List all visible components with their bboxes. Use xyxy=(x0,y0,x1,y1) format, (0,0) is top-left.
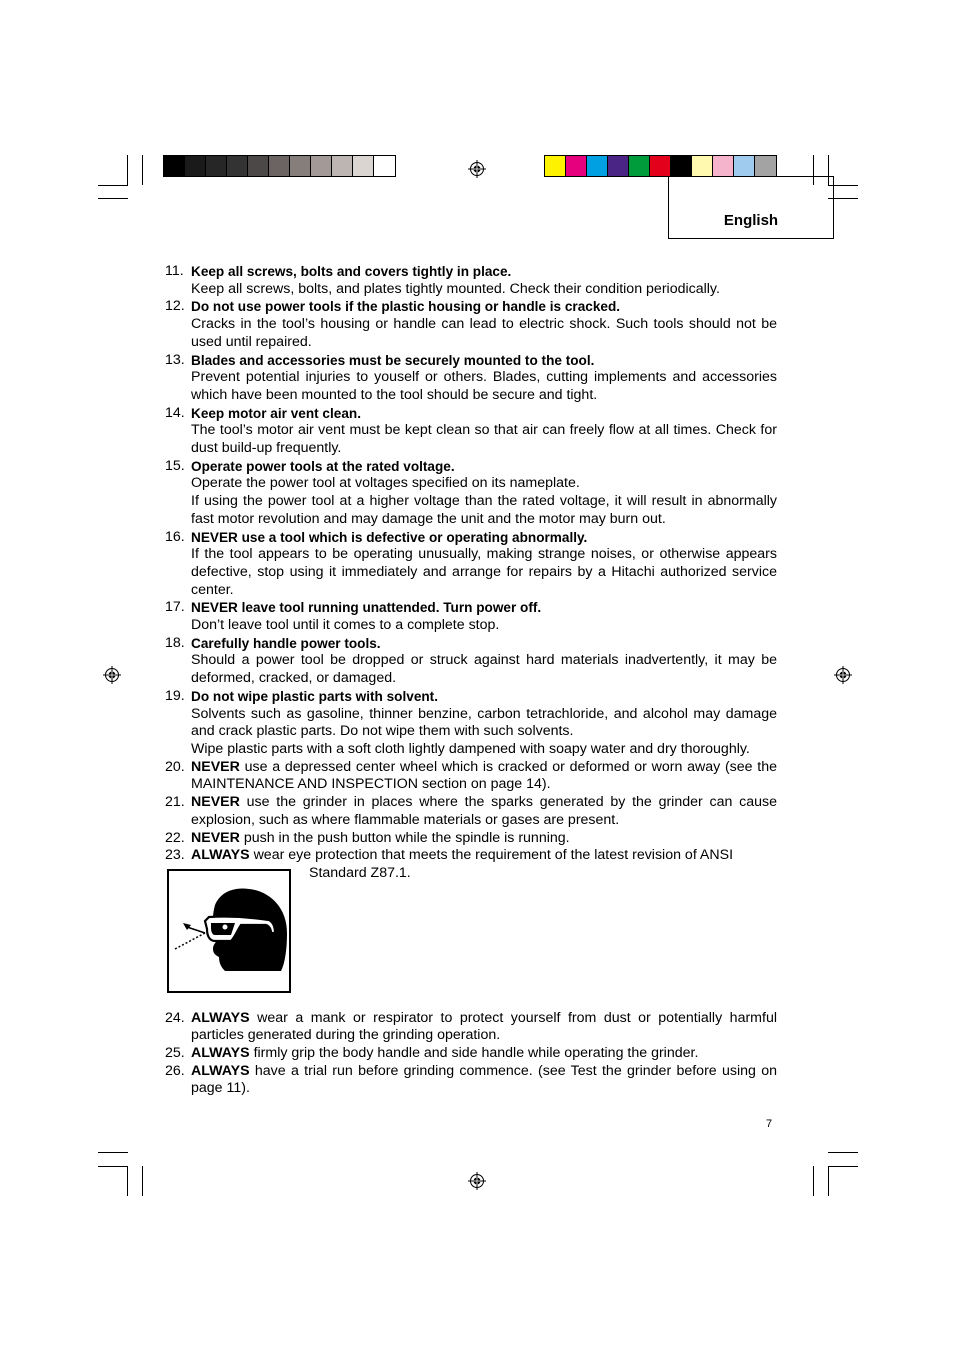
color-swatch xyxy=(311,156,332,176)
page-number: 7 xyxy=(766,1118,773,1130)
item-sentence: wear eye protection that meets the requirement of the latest revision of ANSI xyxy=(253,847,734,864)
color-swatch xyxy=(671,156,692,176)
item-heading: Operate power tools at the rated voltage. xyxy=(191,458,455,474)
item-text xyxy=(191,1010,777,1045)
color-swatch xyxy=(545,156,566,176)
gray-color-bar xyxy=(163,155,396,177)
item-number: 17. xyxy=(165,599,185,616)
instruction-list xyxy=(165,1010,777,1099)
item-paragraph: If the tool appears to be operating unusually, making strange noises, or otherwise appears defective, stop using it immediately and arrange for repairs by a Hitachi authorized service center. xyxy=(191,546,777,598)
emphasis-word: ALWAYS xyxy=(191,1045,250,1062)
item-number: 23. xyxy=(165,847,185,864)
item-text xyxy=(191,794,777,829)
item-text xyxy=(191,1063,777,1098)
list-item xyxy=(165,298,777,351)
list-item xyxy=(165,529,777,600)
list-item xyxy=(165,830,777,848)
item-number: 16. xyxy=(165,528,185,545)
color-swatch xyxy=(332,156,353,176)
item-sentence: have a trial run before grinding commence. (see Test the grinder before using on page 11). xyxy=(191,1062,777,1097)
item-heading: NEVER leave tool running unattended. Turn power off. xyxy=(191,600,542,616)
item-number: 21. xyxy=(165,794,185,811)
list-item xyxy=(165,759,777,794)
list-item xyxy=(165,352,777,405)
color-swatch xyxy=(353,156,374,176)
item-number: 19. xyxy=(165,687,185,704)
item-sentence: wear a mank or respirator to protect yourself from dust or potentially harmful particles generated during the grinding operation. xyxy=(191,1009,777,1044)
crop-mark xyxy=(98,185,128,186)
crop-mark xyxy=(127,155,128,185)
crop-mark xyxy=(813,1166,814,1196)
color-swatch xyxy=(650,156,671,176)
list-item xyxy=(165,688,777,759)
color-swatch xyxy=(374,156,395,176)
instruction-list xyxy=(165,263,777,847)
list-item xyxy=(165,405,777,458)
registration-mark-icon xyxy=(103,666,121,684)
color-swatch xyxy=(206,156,227,176)
item-paragraph: Don’t leave tool until it comes to a complete stop. xyxy=(191,617,500,634)
registration-mark-icon xyxy=(468,160,486,178)
item-number: 12. xyxy=(165,298,185,315)
crop-mark xyxy=(98,1152,128,1153)
language-label: English xyxy=(723,212,779,229)
language-tab xyxy=(668,176,834,239)
crop-mark xyxy=(98,198,128,199)
item-paragraph: Should a power tool be dropped or struck against hard materials inadvertently, it may be deformed, cracked, or damaged. xyxy=(191,652,777,687)
item-paragraph: Prevent potential injuries to youself or others. Blades, cutting implements and accessories which have been mounted to the tool should be secure and tight. xyxy=(191,369,777,403)
list-item xyxy=(165,1010,777,1045)
item-paragraph: Solvents such as gasoline, thinner benzine, carbon tetrachloride, and alcohol may damage and crack plastic parts. Do not wipe them with such solvents. xyxy=(191,705,777,740)
color-swatch xyxy=(608,156,629,176)
crop-mark xyxy=(828,1166,858,1167)
item-sentence: push in the push button while the spindle is running. xyxy=(243,829,570,846)
eye-protection-figure xyxy=(167,869,291,993)
item-sentence: use the grinder in places where the sparks generated by the grinder can cause explosion, such as where flammable materials or gases are present. xyxy=(191,794,777,828)
color-swatch xyxy=(713,156,734,176)
item-number: 26. xyxy=(165,1062,185,1079)
color-swatch xyxy=(755,156,776,176)
emphasis-word: NEVER xyxy=(191,794,240,811)
safety-goggles-icon xyxy=(169,871,289,991)
registration-mark-icon xyxy=(468,1172,486,1190)
item-text-continued: Standard Z87.1. xyxy=(309,864,411,881)
item-paragraph: Keep all screws, bolts, and plates tightly mounted. Check their condition periodically. xyxy=(191,280,720,297)
crop-mark xyxy=(142,155,143,185)
emphasis-word: ALWAYS xyxy=(191,1062,250,1079)
color-swatch xyxy=(185,156,206,176)
color-swatch xyxy=(566,156,587,176)
crop-mark xyxy=(828,1166,829,1196)
crop-mark xyxy=(828,1152,858,1153)
item-text xyxy=(191,759,777,794)
registration-mark-icon xyxy=(834,666,852,684)
item-paragraph: Wipe plastic parts with a soft cloth lightly dampened with soapy water and dry thoroughly. xyxy=(191,740,750,757)
item-heading: Keep all screws, bolts and covers tightly in place. xyxy=(191,264,512,279)
crop-mark xyxy=(98,1166,128,1167)
item-heading: Keep motor air vent clean. xyxy=(191,405,361,421)
color-swatch xyxy=(269,156,290,176)
item-paragraph: Cracks in the tool’s housing or handle can lead to electric shock. Such tools should not be used until repaired. xyxy=(191,316,777,350)
item-heading: Do not use power tools if the plastic housing or handle is cracked. xyxy=(191,299,621,315)
item-heading: Blades and accessories must be securely mounted to the tool. xyxy=(191,352,595,368)
item-number: 18. xyxy=(165,634,185,651)
item-heading: Do not wipe plastic parts with solvent. xyxy=(191,688,438,704)
color-swatch xyxy=(734,156,755,176)
item-number: 15. xyxy=(165,457,185,474)
color-swatch xyxy=(227,156,248,176)
emphasis-word: ALWAYS xyxy=(191,847,250,864)
item-number: 24. xyxy=(165,1009,185,1026)
list-item xyxy=(165,263,777,298)
process-color-bar xyxy=(544,155,777,177)
color-swatch xyxy=(164,156,185,176)
item-number: 11. xyxy=(165,263,184,279)
color-swatch xyxy=(248,156,269,176)
item-sentence: firmly grip the body handle and side handle while operating the grinder. xyxy=(253,1045,699,1062)
emphasis-word: ALWAYS xyxy=(191,1009,250,1026)
list-item xyxy=(165,635,777,688)
item-heading: Carefully handle power tools. xyxy=(191,635,381,651)
crop-mark xyxy=(142,1166,143,1196)
color-swatch xyxy=(587,156,608,176)
item-text xyxy=(191,1045,777,1063)
color-swatch xyxy=(629,156,650,176)
item-text xyxy=(191,847,777,865)
color-swatch xyxy=(290,156,311,176)
item-number: 20. xyxy=(165,758,185,775)
list-item xyxy=(165,599,777,634)
item-number: 14. xyxy=(165,404,185,421)
list-item xyxy=(165,458,777,529)
item-paragraph: If using the power tool at a higher voltage than the rated voltage, it will result in abnormally fast motor revolution and may damage the unit and the motor may burn out. xyxy=(191,493,777,527)
emphasis-word: NEVER xyxy=(191,829,240,846)
list-item xyxy=(165,794,777,829)
item-sentence: use a depressed center wheel which is cracked or deformed or worn away (see the MAINTENANCE AND INSPECTION section on page 14). xyxy=(191,758,777,793)
emphasis-word: NEVER xyxy=(191,758,240,775)
item-number: 13. xyxy=(165,351,185,368)
item-number: 22. xyxy=(165,829,185,846)
item-number: 25. xyxy=(165,1045,185,1062)
item-heading: NEVER use a tool which is defective or operating abnormally. xyxy=(191,529,588,545)
item-paragraph: Operate the power tool at voltages specified on its nameplate. xyxy=(191,475,580,492)
item-paragraph: The tool’s motor air vent must be kept clean so that air can freely flow at all times. Check for dust build-up frequently. xyxy=(191,422,777,457)
item-text xyxy=(191,830,777,848)
list-item xyxy=(165,1045,777,1063)
crop-mark xyxy=(127,1166,128,1196)
color-swatch xyxy=(692,156,713,176)
safety-instructions xyxy=(165,263,777,1098)
list-item xyxy=(165,1063,777,1098)
